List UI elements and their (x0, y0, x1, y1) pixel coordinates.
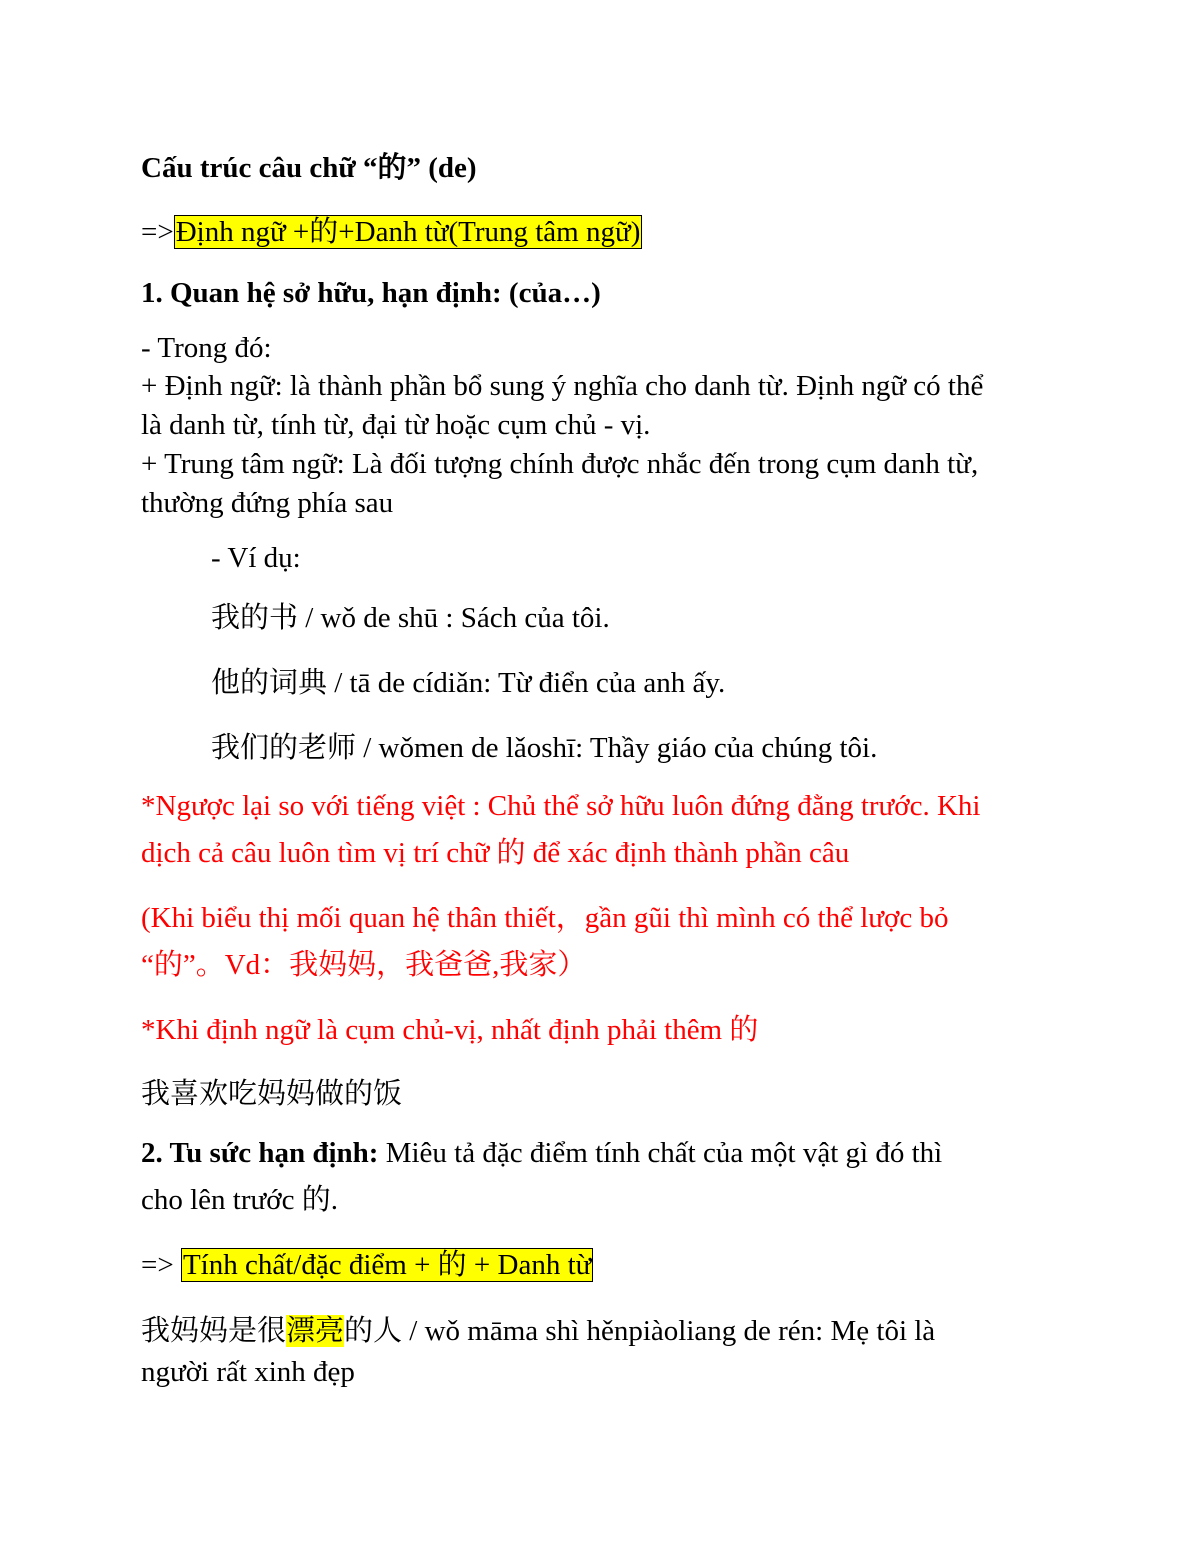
formula-1 (141, 214, 642, 250)
section-2-example-line-2: người rất xinh đẹp (141, 1356, 355, 1388)
section-2-heading: 2. Tu sức hạn định: (141, 1137, 379, 1169)
example-3: 我们的老师 / wǒmen de lǎoshī: Thầy giáo của chúng tôi. (211, 732, 878, 764)
formula-2 (141, 1247, 593, 1283)
definition-2-line-1: + Trung tâm ngữ: Là đối tượng chính được nhắc đến trong cụm danh từ, (141, 448, 979, 480)
example-highlight: 漂亮 (286, 1315, 345, 1347)
example-2: 他的词典 / tā de cídiǎn: Từ điển của anh ấy. (211, 667, 726, 699)
example-sentence: 我喜欢吃妈妈做的饭 (141, 1078, 403, 1110)
note-1-line-1: *Ngược lại so với tiếng việt : Chủ thể sở hữu luôn đứng đằng trước. Khi (141, 790, 981, 822)
note-2-line-2: “的”。Vd：我妈妈，我爸爸,我家） (141, 949, 587, 981)
note-2-line-1: (Khi biểu thị mối quan hệ thân thiết，gần gũi thì mình có thể lược bỏ (141, 902, 949, 934)
section-2-description: Miêu tả đặc điểm tính chất của một vật gì đó thì (378, 1137, 943, 1169)
note-1-line-2: dịch cả câu luôn tìm vị trí chữ 的 để xác định thành phần câu (141, 837, 850, 869)
definition-1-line-2: là danh từ, tính từ, đại từ hoặc cụm chủ - vị. (141, 409, 651, 441)
example-1: 我的书 / wǒ de shū : Sách của tôi. (211, 602, 610, 634)
formula-highlight: Tính chất/đặc điểm + 的 + Danh từ (182, 1249, 592, 1281)
page-title: Cấu trúc câu chữ “的” (de) (141, 152, 477, 184)
example-suffix: 的人 / wǒ māma shì hěnpiàoliang de rén: Mẹ tôi là (344, 1315, 936, 1347)
example-label: - Ví dụ: (211, 542, 301, 574)
section-2-example-line-1 (141, 1313, 935, 1349)
section-2-line-1 (141, 1135, 942, 1171)
section-2-line-2: cho lên trước 的. (141, 1184, 338, 1216)
example-prefix: 我妈妈是很 (141, 1315, 287, 1347)
formula-arrow: => (141, 216, 174, 248)
formula-highlight: Định ngữ +的+Danh từ(Trung tâm ngữ) (175, 216, 641, 248)
formula-arrow: => (141, 1249, 181, 1281)
definition-1-line-1: + Định ngữ: là thành phần bổ sung ý nghĩa cho danh từ. Định ngữ có thể (141, 370, 984, 402)
note-3: *Khi định ngữ là cụm chủ-vị, nhất định phải thêm 的 (141, 1014, 759, 1046)
definition-2-line-2: thường đứng phía sau (141, 487, 394, 519)
section-1-heading: 1. Quan hệ sở hữu, hạn định: (của…) (141, 277, 601, 309)
section-1-intro: - Trong đó: (141, 332, 272, 364)
